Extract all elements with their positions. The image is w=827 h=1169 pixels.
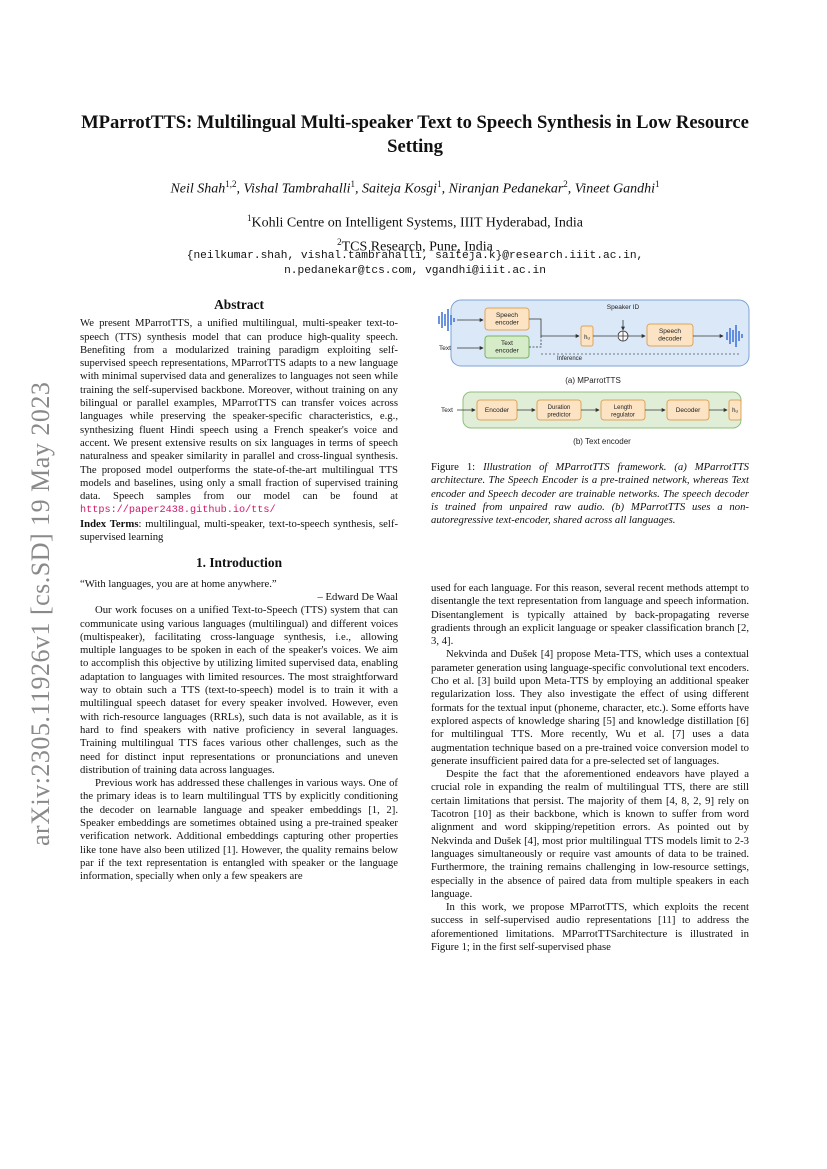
author-sup: 1	[437, 179, 442, 189]
speech-encoder-label: Speech	[495, 312, 519, 319]
arxiv-identifier: arXiv:2305.11926v1 [cs.SD] 19 May 2023	[26, 381, 55, 846]
index-terms: Index Terms: multilingual, multi-speaker, text-to-speech synthesis, self-supervised learning	[80, 517, 398, 544]
speech-decoder-label-line2: decoder	[658, 335, 682, 343]
email-line: n.pedanekar@tcs.com, vgandhi@iiit.ac.in	[284, 265, 546, 277]
affiliation-line: $^1$Kohli Centre on Intelligent Systems, IIIT Hyderabad, India	[247, 213, 583, 231]
author-name: Niranjan Pedanekar	[448, 181, 564, 197]
abstract-text: We present MParrotTTS, a unified multilingual, multi-speaker text-to-speech (TTS) synthesis model that can produce high-quality speech. Benefiting from a modularized training paradigm exploiting self-supervised speech representations, MParrotTTS adapts to a new language with minimal supervised data and generalizes to languages not seen while training the self-supervised backbone. Moreover, without training on any bilingual or parallel examples, MParrotTTS can transfer voices across languages while preserving the speaker-specific characteristics, e.g., synthesizing fluent Hindi speech using a French speaker's voice and accent. We present extensive results on six languages in terms of speech naturalness and speaker similarity in parallel and cross-lingual synthesis. The proposed model outperforms the state-of-the-art multilingual TTS models and baselines, using only a small fraction of supervised training data. Speech samples from our model can be found at https://paper2438.github.io/tts/	[80, 317, 398, 517]
paper-title: MParrotTTS: Multilingual Multi-speaker Text to Speech Synthesis in Low Resource Setting	[81, 112, 749, 157]
inference-label: Inference	[557, 356, 583, 362]
svg-text:Durationpredictor	[547, 405, 570, 419]
svg-text:Speechdecoder	[658, 328, 682, 343]
text-encoder-label: Text	[501, 340, 513, 347]
author-name: Vineet Gandhi	[574, 181, 656, 197]
author-sup: 1,2	[225, 179, 237, 189]
author-sup: 1	[350, 179, 356, 189]
hu-label: hᵤ	[584, 335, 590, 341]
author-name: Neil Shah	[170, 181, 226, 197]
duration-predictor-label: Duration	[547, 405, 571, 411]
bottom-text-label: Text	[441, 407, 453, 414]
left-column	[80, 298, 398, 883]
encoder-label: Encoder	[484, 407, 510, 414]
affiliation-line: $^2$TCS Research, Pune, India	[337, 236, 493, 255]
length-regulator-label: Length	[613, 405, 633, 411]
intro-paragraph: Despite the fact that the aforementioned endeavors have played a crucial role in expanding the realm of multilingual TTS, there are still certain limitations that persist. The majority of them [4, 8, 2, 9] rely on Tacotron [10] as their backbone, which is known to suffer from word alignment and word skipping/repetition errors. As pointed out by Nekvinda and Dušek [4], most prior multilingual TTS models limit to 2-3 languages simultaneously or require vast amounts of data to be trained. Furthermore, the training remains challenging in low-resource settings, especially in the absence of paired data from multiple speakers in each language.	[431, 768, 749, 900]
hu-output-label: hᵤ	[732, 408, 738, 414]
author-sup: 1	[655, 179, 660, 189]
section-heading-introduction: 1. Introduction	[195, 555, 283, 571]
figure-caption-text: Illustration of MParrotTTS framework. (a) MParrotTTS architecture. The Speech Encoder is a pre-trained network, whereas Text encoder and Speech decoder are trainable networks. The speech decoder is trained from unpaired raw audio. (b) MParrotTTS uses a non-autoregressive text-encoder, shared across all languages.	[431, 461, 749, 527]
author-name: Saiteja Kosgi	[362, 181, 438, 197]
intro-paragraph: used for each language. For this reason, several recent methods attempt to disentangle the text representation from language and speech information. Disentanglement is typically attained by back-propagating reverse gradients through an explicit language or speaker classification branch [2, 3, 4].	[431, 582, 749, 648]
svg-text:Speechencoder	[495, 312, 519, 327]
caption-a: (a) MParrotTTS	[565, 376, 621, 385]
text-encoder-label-line2: encoder	[495, 347, 519, 355]
intro-paragraph: Our work focuses on a unified Text-to-Speech (TTS) system that can communicate using various languages (multilingual) and different voices (multispeaker), facilitating cross-language synthesis, i.e., allowing multiple languages to be spoken in each of the speaker's voices. We aim to accomplish this objective by utilizing limited supervised data, enabling adaptation to languages with limited resources. The most straightforward way to obtain such a TTS (text-to-speech) model is to train it with a multilingual speech dataset for every speaker involved. However, even with rich-resource languages (RRLs), such data is not available, as it is hard to find speakers with native proficiency in several languages. Training multilingual TTS faces various other challenges, such as the need for distinct input representations or pronunciations and uneven distribution of training data across languages.	[80, 604, 398, 776]
duration-predictor-label-line2: predictor	[547, 412, 571, 419]
speaker-id-label: Speaker ID	[606, 304, 640, 311]
speech-encoder-label-line2: encoder	[495, 319, 519, 327]
figure-1-caption: Figure 1: Illustration of MParrotTTS framework. (a) MParrotTTS architecture. The Speech Encoder is a pre-trained network, whereas Text encoder and Speech decoder are trainable networks. The speech decoder is trained from unpaired raw audio. (b) MParrotTTS uses a non-autoregressive text-encoder, shared across all languages.	[431, 461, 749, 527]
author-name: Vishal Tambrahalli	[243, 181, 351, 197]
intro-paragraph: Nekvinda and Dušek [4] propose Meta-TTS, which uses a contextual parameter generation using language-specific convolutional text encoders. Cho et al. [3] build upon Meta-TTS by employing an additional speaker regularization loss. They also investigate the effect of using different formats for the textual input (phoneme, character, etc.). Some efforts have explored aspects of knowledge sharing [5] and knowledge distillation [6] for multilingual TTS. More recently, Wu et al. [7] uses a data augmentation technique based on a pre-trained voice conversion model to generate insufficient paired data for a pre-selected set of languages.	[431, 648, 749, 767]
samples-link[interactable]: https://paper2438.github.io/tts/	[80, 505, 276, 517]
text-input-label: Text	[439, 345, 451, 352]
epigraph-author: – Edward De Waal	[317, 590, 398, 603]
decoder-label: Decoder	[675, 407, 701, 414]
caption-b: (b) Text encoder	[573, 437, 631, 446]
svg-text:Lengthregulator	[611, 405, 635, 419]
intro-paragraph: Previous work has addressed these challenges in various ways. One of the primary ideas is to learn multilingual TTS by explicitly conditioning the decoder on learnable language and speaker embeddings [1, 2]. Speaker embeddings are sometimes obtained using a pre-trained speaker verification network. Additional embeddings capturing other properties like tone have also been utilized [1]. However, the quality remains below par if the text representation is entangled with speaker or the language information, specially when only a few speakers are	[80, 777, 398, 883]
length-regulator-label-line2: regulator	[611, 412, 635, 419]
author-list: Neil Shah$^{1,2}$, Vishal Tambrahalli$^1$, Saiteja Kosgi$^1$, Niranjan Pedanekar$^2$, Vineet Gandhi$^1$	[170, 179, 660, 197]
author-sup: 2	[563, 179, 568, 189]
figure-1-diagram	[431, 296, 751, 466]
epigraph-quote: “With languages, you are at home anywhere.”	[80, 577, 277, 590]
intro-paragraph: In this work, we propose MParrotTTS, which exploits the recent success in self-supervised audio representations [11] to address the aforementioned limitations. MParrotTTSarchitecture is illustrated in Figure 1; in the first self-supervised phase	[431, 901, 749, 954]
email-line: {neilkumar.shah, vishal.tambrahalli, saiteja.k}@research.iiit.ac.in,	[186, 250, 644, 262]
speech-decoder-label: Speech	[658, 328, 682, 335]
email-block	[80, 249, 750, 279]
right-column	[431, 582, 749, 954]
abstract-heading: Abstract	[214, 297, 264, 312]
